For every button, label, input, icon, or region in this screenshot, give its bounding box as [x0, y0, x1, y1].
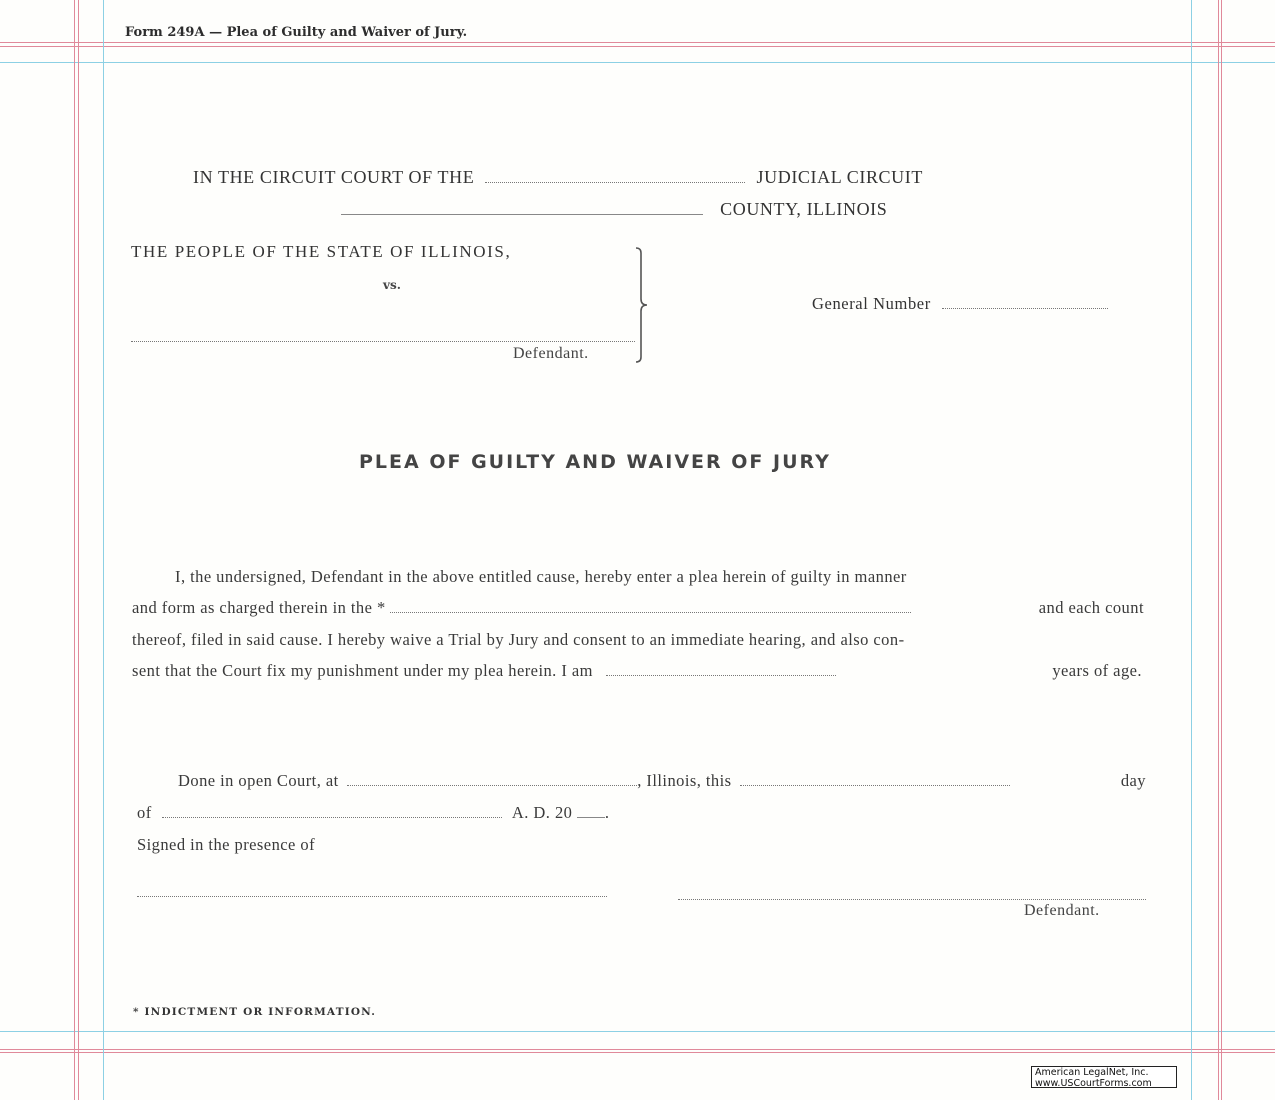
- signature-defendant-label: Defendant.: [1024, 902, 1100, 919]
- right-red-rule: [1218, 0, 1219, 1100]
- footnote: * INDICTMENT OR INFORMATION.: [133, 1006, 377, 1018]
- court-line-2: [341, 199, 887, 220]
- day-field[interactable]: [740, 784, 1010, 786]
- defendant-name-field[interactable]: [131, 341, 635, 342]
- court-line-1: [193, 167, 923, 188]
- year-field[interactable]: [577, 816, 605, 818]
- right-blue-rule: [1191, 0, 1192, 1100]
- bottom-red-rule-2: [0, 1052, 1275, 1053]
- plaintiff-name: THE PEOPLE OF THE STATE OF ILLINOIS,: [131, 242, 512, 261]
- general-number-label: General Number: [812, 294, 931, 313]
- defendant-signature-field[interactable]: [678, 899, 1146, 900]
- body-line-2: [132, 598, 1144, 618]
- day-label: day: [1120, 771, 1146, 790]
- signed-presence-label: Signed in the presence of: [137, 835, 316, 854]
- body-line-1: I, the undersigned, Defendant in the above entitled cause, hereby enter a plea herein of guilty in manner: [175, 567, 907, 586]
- right-red-rule-2: [1221, 0, 1222, 1100]
- top-red-rule-2: [0, 46, 1275, 47]
- body-line-2-prefix: and form as charged therein in the *: [132, 598, 386, 617]
- court-prefix: IN THE CIRCUIT COURT OF THE: [193, 167, 475, 187]
- city-field[interactable]: [347, 784, 637, 786]
- left-red-rule-2: [78, 0, 79, 1100]
- publisher-url[interactable]: www.USCourtForms.com: [1035, 1077, 1152, 1089]
- charging-instrument-field[interactable]: [390, 611, 911, 613]
- witness-signature-field[interactable]: [137, 896, 607, 897]
- judicial-circuit-field[interactable]: [485, 181, 745, 183]
- bottom-blue-rule: [0, 1031, 1275, 1032]
- general-number-field[interactable]: [942, 307, 1108, 309]
- court-suffix: JUDICIAL CIRCUIT: [756, 167, 923, 187]
- body-line-4-suffix: years of age.: [1052, 661, 1142, 680]
- month-field[interactable]: [162, 816, 502, 818]
- top-red-rule: [0, 42, 1275, 43]
- done-line-1: [178, 771, 1146, 791]
- left-blue-rule: [103, 0, 104, 1100]
- of-label: of: [137, 803, 152, 822]
- general-number-row: [812, 294, 1108, 314]
- top-blue-rule: [0, 62, 1275, 63]
- publisher-credit-box: [1031, 1066, 1177, 1088]
- document-title: PLEA OF GUILTY AND WAIVER OF JURY: [359, 451, 831, 473]
- body-line-3: thereof, filed in said cause. I hereby waive a Trial by Jury and consent to an immediate hearing, and also con-: [132, 630, 905, 649]
- publisher-name: American LegalNet, Inc.: [1035, 1067, 1149, 1078]
- versus-label: vs.: [383, 278, 401, 292]
- body-line-2-suffix: and each count: [1038, 598, 1144, 617]
- caption-brace-icon: [634, 247, 648, 363]
- period: .: [604, 803, 610, 822]
- done-line-2: [137, 803, 610, 823]
- body-line-4: [132, 661, 1142, 681]
- county-field[interactable]: [341, 213, 703, 215]
- ad-label: A. D. 20: [511, 803, 573, 822]
- body-line-4-prefix: sent that the Court fix my punishment under my plea herein. I am: [132, 661, 593, 680]
- bottom-red-rule: [0, 1049, 1275, 1050]
- caption-defendant-label: Defendant.: [513, 345, 589, 362]
- illinois-this-label: , Illinois, this: [637, 771, 732, 790]
- left-red-rule: [74, 0, 75, 1100]
- form-header-title: Form 249A — Plea of Guilty and Waiver of Jury.: [125, 25, 468, 40]
- done-prefix: Done in open Court, at: [178, 771, 339, 790]
- county-suffix: COUNTY, ILLINOIS: [720, 199, 888, 219]
- age-field[interactable]: [606, 674, 836, 676]
